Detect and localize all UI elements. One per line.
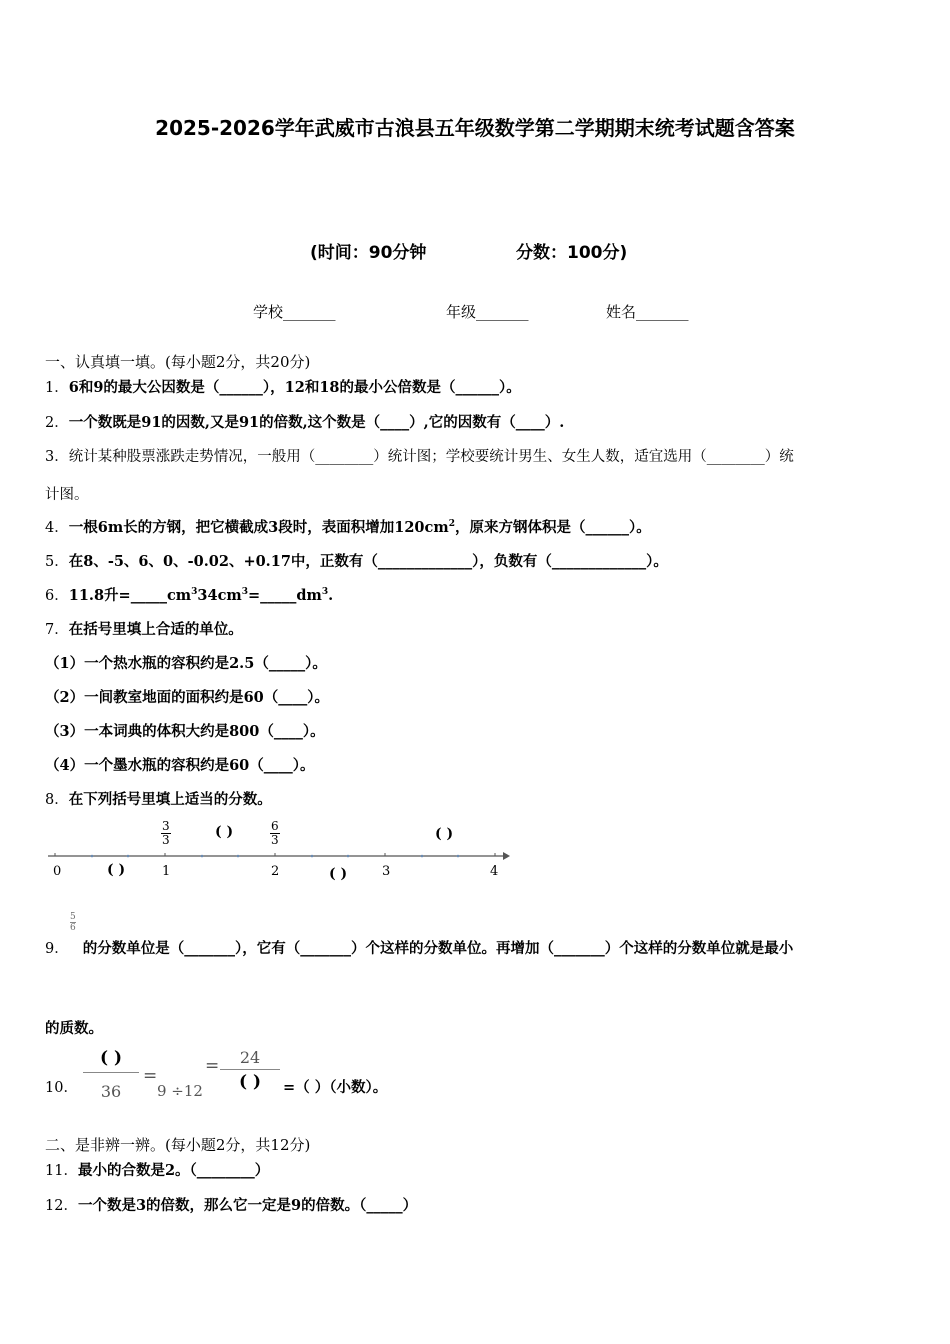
exam-score: 分数：100分) (516, 243, 628, 263)
superscript: 3 (241, 587, 249, 598)
blank-paren[interactable]: ( ) (107, 862, 126, 878)
section1-heading: 一、认真填一填。(每小题2分，共20分) (45, 353, 311, 371)
fraction-numerator: 5 (70, 912, 76, 922)
question-5 (45, 550, 668, 571)
superscript: 3 (191, 587, 198, 598)
point (91, 855, 94, 858)
number-line-figure (45, 818, 515, 888)
question-number: 10． (45, 1080, 78, 1096)
question-text: =_____dm (248, 587, 322, 604)
equals-sign: = (205, 1056, 220, 1076)
question-7-sub-3: （3）一本词典的体积大约是800（____）。 (45, 723, 325, 740)
question-text: . (328, 587, 334, 604)
question-9-continued: 的质数。 (45, 1020, 103, 1037)
question-text: 6和9的最大公因数是（______），12和18的最小公倍数是（______）。 (68, 379, 521, 396)
tick-label-1: 1 (162, 864, 171, 879)
question-text: 在下列括号里填上适当的分数。 (68, 791, 272, 808)
section2-heading: 二、是非辨一辨。(每小题2分，共12分) (45, 1136, 311, 1154)
fraction-1-denominator: 36 (100, 1082, 122, 1101)
point (127, 855, 130, 858)
question-6 (45, 584, 333, 605)
question-2 (45, 411, 564, 432)
axis-arrow (503, 852, 510, 860)
question-11 (45, 1159, 269, 1180)
blank-paren[interactable]: ( ) (215, 824, 234, 840)
question-number: 9． (45, 941, 69, 957)
point (421, 855, 424, 858)
exam-time: (时间：90分钟 (310, 243, 427, 263)
question-3-continued: 计图。 (45, 487, 89, 503)
question-text: 一根6m长的方钢，把它横截成3段时，表面积增加120cm (68, 519, 449, 536)
question-number: 2． (45, 415, 69, 431)
question-text: 在括号里填上合适的单位。 (68, 621, 243, 638)
question-text: 的分数单位是（_______），它有（_______）个这样的分数单位。再增加（_______）个这样的分数单位就是最小 (82, 940, 794, 957)
question-text: 一个数既是91的因数,又是91的倍数,这个数是（____）,它的因数有（____）. (68, 414, 565, 431)
tick-label-4: 4 (490, 864, 499, 879)
question-10 (45, 1048, 465, 1108)
question-text: 34cm (197, 587, 242, 604)
question-number: 11． (45, 1163, 78, 1179)
fraction-denominator: 6 (70, 923, 76, 933)
tick-label-2: 2 (271, 864, 280, 879)
question-text: 11.8升=_____cm (68, 587, 192, 604)
name-field[interactable]: 姓名_______ (606, 303, 689, 321)
grade-field[interactable]: 年级_______ (446, 303, 529, 321)
fraction-2-denominator: 9 ÷12 (157, 1082, 203, 1100)
school-field[interactable]: 学校_______ (253, 303, 336, 321)
superscript: 3 (321, 587, 329, 598)
question-number: 3． (45, 449, 69, 465)
question-7-sub-4: （4）一个墨水瓶的容积约是60（____）。 (45, 757, 315, 774)
fraction-numerator: 6 (271, 819, 279, 833)
question-text: 一个数是3的倍数，那么它一定是9的倍数。（_____） (77, 1197, 418, 1214)
fraction-1-numerator[interactable]: ( ) (83, 1048, 139, 1073)
page-title: 2025-2026学年武威市古浪县五年级数学第二学期期末统考试题含答案 (155, 116, 795, 140)
blank-paren[interactable]: ( ) (435, 826, 454, 842)
tick-label-3: 3 (382, 864, 391, 879)
question-8 (45, 788, 272, 809)
question-number: 6． (45, 588, 69, 604)
question-7 (45, 618, 243, 639)
blank-paren[interactable]: ( ) (329, 866, 348, 882)
question-number: 4． (45, 520, 69, 536)
question-text: 最小的合数是2。（________） (77, 1162, 270, 1179)
fraction-numerator: 3 (162, 819, 170, 833)
question-3 (45, 445, 794, 466)
question-9 (45, 937, 793, 958)
tick-label-0: 0 (53, 864, 62, 879)
question-1 (45, 376, 521, 397)
question-text: 在8、-5、6、0、-0.02、+0.17中，正数有（_____________），负数有（_____________）。 (68, 553, 668, 570)
question-7-sub-1: （1）一个热水瓶的容积约是2.5（_____）。 (45, 655, 327, 672)
question-12 (45, 1194, 417, 1215)
question-10-tail: =（ ）（小数）。 (283, 1079, 388, 1096)
fraction-3-denominator[interactable]: ( ) (238, 1072, 261, 1092)
question-text: 统计某种股票涨跌走势情况，一般用（________）统计图；学校要统计男生、女生人数，适宜选用（________）统 (68, 449, 794, 465)
point (347, 855, 350, 858)
fraction-denominator: 3 (162, 833, 170, 847)
fraction-3-3 (161, 820, 171, 847)
point (457, 855, 460, 858)
question-number: 5． (45, 554, 69, 570)
question-number: 12． (45, 1198, 78, 1214)
fraction-denominator: 3 (271, 833, 279, 847)
fraction-6-3 (270, 820, 280, 847)
question-7-sub-2: （2）一间教室地面的面积约是60（____）。 (45, 689, 330, 706)
point (311, 855, 314, 858)
question-number: 7． (45, 622, 69, 638)
question-text-tail: ，原来方钢体积是（______）。 (454, 519, 651, 536)
question-4 (45, 516, 651, 537)
question-number: 8． (45, 792, 69, 808)
fraction-5-6 (70, 912, 76, 933)
fraction-3-numerator: 24 (220, 1048, 280, 1070)
superscript: 2 (448, 519, 455, 530)
point (201, 855, 204, 858)
point (237, 855, 240, 858)
equals-sign: = (143, 1066, 158, 1086)
question-number: 1． (45, 380, 69, 396)
